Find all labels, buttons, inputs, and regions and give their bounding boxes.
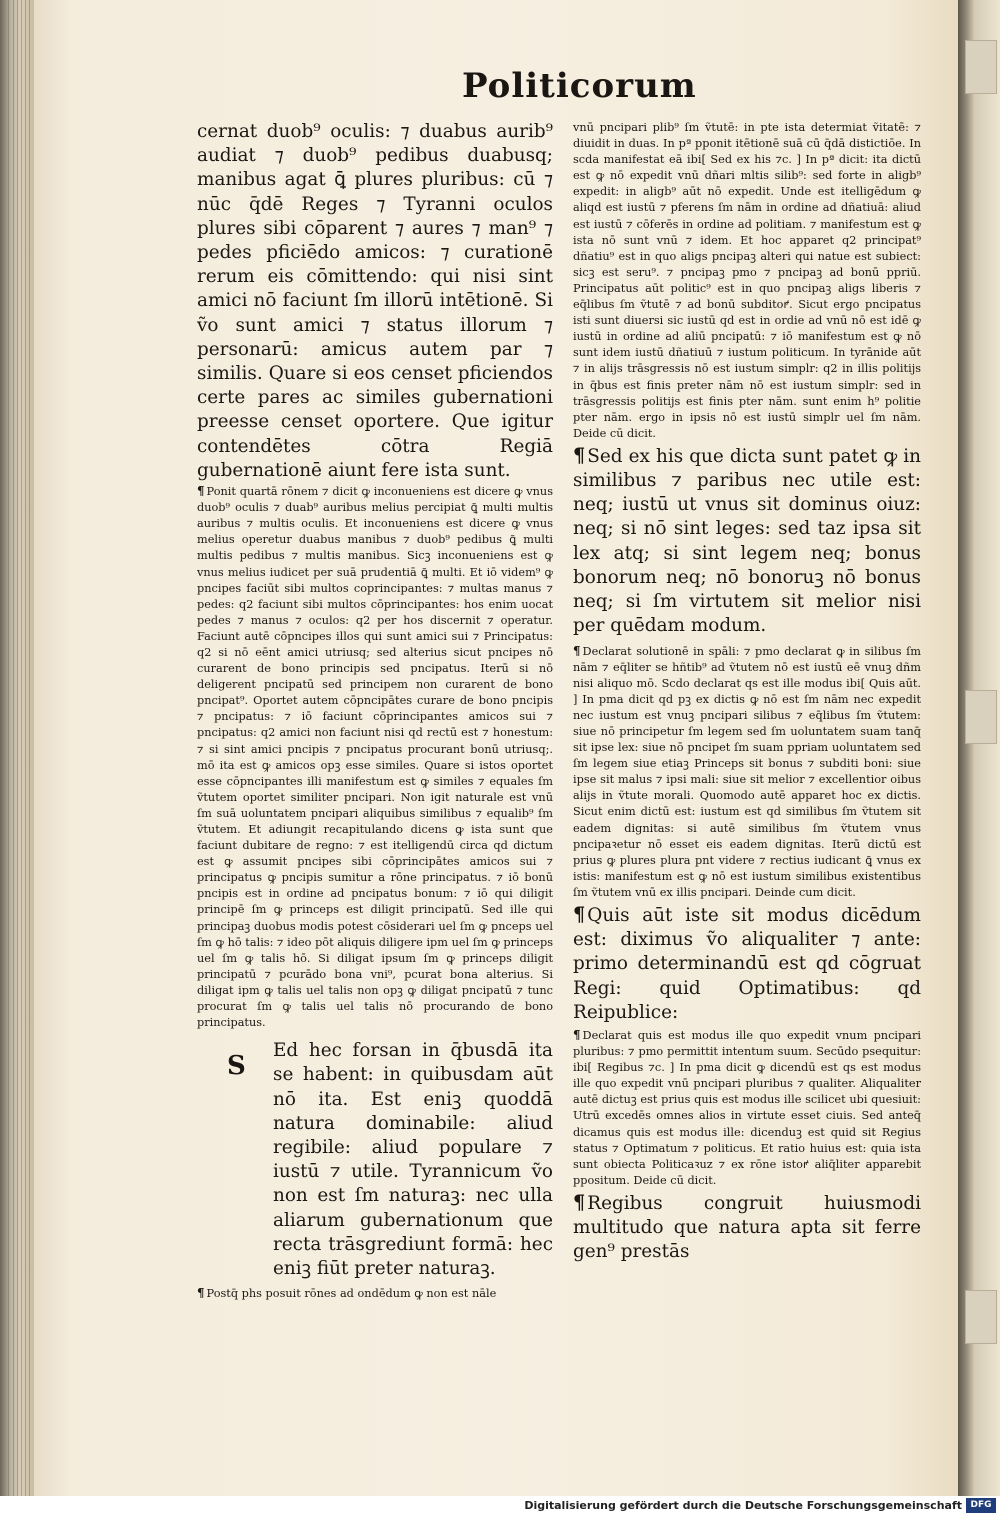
commentary-paragraph: vnū pncipari plib⁹ ſm ṽtutē: in pte ista determiat ṽitatē: ⁊ diuidit in duas. In pª pponit itētionē suā cū q̄dā distictiōe. In scda manifestat eā ibi[ Sed ex his ⁊c. ] In pª dicit: ita dictū est ꝙ nō expedit vnū dñari mltis silib⁹: sed forte in aligb⁹ expedit: in aligb⁹ aūt nō expedit. Unde est itelligēdum ꝙ aliqd est iustū ⁊ pferens ſm nām in ordine ad dñatiuā: aliud est iustū ⁊ cōferēs in ordine ad politiam. ⁊ manifestum est ꝙ ista nō sunt vnū ⁊ idem. Et hoc apparet q2 principat⁹ dñatiu⁹ est in quo aligs pncipaꝫ alteri qui natue est subiect: sicꝫ est seru⁹. ⁊ pncipaꝫ pmo ⁊ pncipaꝫ ad bonū ppriū. Principatus aūt politic⁹ est in quo pncipaꝫ aligs liberis ⁊ eq̄libus ſm ṽtutē ⁊ ad bonū subditoꝵ. Sicut ergo pncipatus isti sunt diuersi sic iustū qd est in ordie ad vnū nō est idē ꝙ iustū in ordine ad aliū pncipatū: ⁊ iō manifestum est ꝙ nō sunt idem iustū dñatiuū ⁊ iustum politicum. In tyrānide aūt ⁊ in alijs trāsgressis nō est iustum simplr: q2 in illis politijs in q̄bus est finis preter nām nō est iustum simplr: sed in trāsgressis politijs est finis pter nām. sunt enim h⁹ politie pter nām. ergo in ipsis nō est iustū simplr uel ſm nām. Deide cū dicit. bbox=[573, 121, 921, 440]
main-text-paragraph: cernat duob⁹ oculis: ⁊ duabus aurib⁹ audiat ⁊ duob⁹ pedibus duabusq; manibus agat ꝗ̄ plures pluribus: cū ⁊ nūc q̄dē Reges ⁊ Tyranni oculos plures sibi cōparent ⁊ aures ⁊ man⁹ ⁊ pedes pficiēdo amicos: ⁊ curationē rerum eis cōmittendo: qui nisi sint amici nō faciunt ſm illorū intētionē. Si ṽo sunt amici ⁊ status illorum ⁊ personarū: amicus autem par ⁊ similis. Quare si eos censet pficiendos certe pares ac similes gubernationi preesse censet oportere. Que igitur contendētes cōtra Regiā gubernationē aiunt fere ista sunt. bbox=[197, 121, 553, 481]
main-text-paragraph bbox=[573, 903, 921, 1025]
main-text: Regibus congruit huiusmodi multitudo que natura apta sit ferre gen⁹ prestās bbox=[573, 1192, 921, 1263]
commentary-text: Declarat quis est modus ille quo expedit vnum pncipari pluribus: ⁊ pmo permittit intentum suum. Secūdo psequitur: ibi[ Regibus ⁊c. ] In pma dicit ꝙ dicendū est qs est modus ille quo expedit vnū pncipari pluribus ⁊ qualiter. Aliqualiter autē dictuꝫ est prius quis est modus ille scilicet ubi quesiuit: Utrū excedēs omnes alios in virtute esset ciuis. Sed anteq̄ dicamus quis est modus ille: dicenduꝫ est quid sit Regius status ⁊ Optimatum ⁊ politicus. Et ratio huius est: quia ista sunt obiecta Politicaꝛuz ⁊ ex rōne istoꝵ aliq̄liter apparebit ppositum. Deide cū dicit. bbox=[573, 1029, 921, 1187]
main-text-paragraph bbox=[573, 1191, 921, 1265]
page-tab bbox=[965, 1290, 997, 1344]
commentary-paragraph bbox=[573, 1027, 921, 1189]
commentary-text: Declarat solutionē in spāli: ⁊ pmo declarat ꝙ in silibus ſm nām ⁊ eq̄liter se hñtib⁹ ad ṽtutem nō est iustū eē vnuꝫ dñm nisi aliquo mō. Scdo declarat qs est ille modus ibi[ Quis aūt. ] In pma dicit qd pꝫ ex dictis ꝙ nō est ſm nām nec expedit nec iustum est vnuꝫ pncipari silibus ⁊ eq̄libus ſm ṽtutem: siue nō principetur ſm legem sed ſm uoluntatem suam tanq̄ sit ipse lex: siue nō pncipet ſm suam ppriam uoluntatem sed ſm legem siue etiaꝫ Princeps sit bonus ⁊ subditi boni: siue ipse sit malus ⁊ ipsi mali: siue sit melior ⁊ excellentior oibus alijs in ṽtute morali. Quomodo autē apparet hoc ex dictis. Sicut enim dictū est: iustum est qd similibus ſm ṽtutem sit eadem dignitas: si autē similibus ſm ṽtutem vnus pncipaꝛetur nō esset eis eadem dignitas. Iterū dictū est prius ꝙ plures plura pnt videre ⁊ rectius iudicant ꝗ̄ vnus ex istis: manifestum est ꝙ nō est iustum similibus existentibus ſm ṽtutem vnū ex illis pncipari. Deinde cum dicit. bbox=[573, 644, 921, 899]
commentary-paragraph bbox=[197, 483, 553, 1031]
paragraph-mark-icon: ¶ bbox=[573, 643, 581, 658]
page-stack-left-edge bbox=[0, 0, 34, 1496]
paragraph-mark-icon: ¶ bbox=[573, 903, 586, 926]
dfg-logo: DFG bbox=[966, 1498, 996, 1513]
paragraph-mark-icon: ¶ bbox=[573, 1028, 581, 1043]
funding-credit: Digitalisierung gefördert durch die Deutsche Forschungsgemeinschaft bbox=[524, 1499, 962, 1512]
drop-initial: S bbox=[227, 1051, 246, 1082]
main-text-paragraph: Ed hec forsan in q̄busdā ita se habent: in quibusdam aūt nō ita. Est eniꝫ quoddā natura dominabile: aliud regibile: aliud populare ⁊ iustū ⁊ utile. Tyrannicum ṽo non est ſm naturaꝫ: nec ulla aliarum gubernationum que recta trāsgrediunt formā: hec eniꝫ fiūt preter naturaꝫ. bbox=[273, 1040, 553, 1280]
footer-bar bbox=[0, 1496, 1000, 1516]
paragraph-mark-icon: ¶ bbox=[197, 484, 205, 499]
paragraph-mark-icon: ¶ bbox=[573, 1190, 586, 1214]
recto-page-edge bbox=[958, 0, 1000, 1496]
main-text: Quis aūt iste sit modus dicēdum est: diximus ṽo aliqualiter ⁊ ante: primo determinandū est qd cōgruat Regi: quid Optimatibus: qd Reipublice: bbox=[573, 905, 921, 1023]
commentary-paragraph bbox=[197, 1285, 553, 1302]
page-tab bbox=[965, 690, 997, 744]
initial-paragraph bbox=[197, 1039, 553, 1281]
commentary-text: Ponit quartā rōnem ⁊ dicit ꝙ inconueniens est dicere ꝙ vnus duob⁹ oculis ⁊ duab⁹ auribus melius percipiat ꝗ̄ multi multis auribus ⁊ multis oculis. Et inconueniens est dicere ꝙ vnus melius operetur duabus manibus ⁊ duob⁹ pedibus ꝗ̄ multi multis pedibus ⁊ multis manibus. Sicꝫ inconueniens est ꝙ vnus melius iudicet per suā prudentiā ꝗ̄ multi. Et iō videm⁹ ꝙ pncipes faciūt sibi multos coprincipantes: ⁊ multas manus ⁊ pedes: q2 faciunt sibi multos cōprincipantes: hos enim uocat pedes ⁊ manus ⁊ oculos: q2 per hos discernit ⁊ operatur. Faciunt autē cōpncipes illos qui sunt amici sui ⁊ Principatus: q2 si nō eēnt amici utriusq; sed alterius sicut pncipes nō curarent de bono principis sed pncipatus. Iterū si nō deligerent pncipatū sed principem non curarent de bono pncipat⁹. Oportet autem cōpncipātes curare de bono pncipis ⁊ pncipatus: ⁊ iō faciunt cōprincipantes amicos sui ⁊ pncipatus: q2 amici non faciunt nisi qd rectū est ⁊ honestum: ⁊ si sint amici pncipis ⁊ pncipatus procurant bonū utriusq;. mō ita est ꝙ amicos opꝫ esse similes. Quare si istos oportet esse cōpncipantes illi manifestum est ꝙ similes ⁊ equales ſm ṽtutem oportet similiter pncipari. Non igit naturale est vnū ſm suā uoluntatem pncipari aliquibus similibus ⁊ equalib⁹ ſm ṽtutem. Et adiungit recapitulando dicens ꝙ ista sunt que faciunt dubitare de regno: ⁊ est itelligendū circa qd dictum est ꝙ assumit pncipes sibi cōprincipātes amicos sui ⁊ principatus ꝙ pncipis sumitur a rōne principatus. ⁊ iō bonū pncipis est in ordine ad pncipatus bonum: ⁊ iō qui diligit principē ſm ꝙ princeps est diligit principatū. Sed ille qui principaꝫ duobus modis potest cōsiderari uel ſm ꝙ pnceps uel ſm ꝙ hō talis: ⁊ ideo pōt aliquis diligere ipm uel ſm ꝙ princeps uel ſm ꝙ talis hō. Si diligat ipsum ſm ꝙ princeps diligit principatū ⁊ pcurādo bona vni⁹, pcurat bona alterius. Si diligat ipm ꝙ talis uel talis non opꝫ ꝙ diligat pncipatū ⁊ tunc procurat ſm ꝙ talis uel talis nō procurando de bono principatus. bbox=[197, 485, 553, 1030]
commentary-paragraph bbox=[573, 643, 921, 902]
main-text-paragraph bbox=[573, 444, 921, 639]
paragraph-mark-icon: ¶ bbox=[197, 1286, 205, 1301]
left-column bbox=[197, 120, 553, 1302]
paragraph-mark-icon: ¶ bbox=[573, 443, 586, 467]
commentary-text: Postq̄ phs posuit rōnes ad ondēdum ꝙ non est nāle bbox=[206, 1287, 497, 1301]
right-column bbox=[573, 120, 921, 1265]
main-text: Sed ex his que dicta sunt patet ꝙ in similibus ⁊ paribus nec utile est: neq; iustū ut vnus sit dominus oiuz: neq; si nō sint leges: sed taz ipsa sit lex atq; si sint legem neq; bonus bonorum neq; nō bonoruꝫ nō bonus neq; si ſm virtutem sit melior nisi per quēdam modum. bbox=[573, 445, 921, 637]
page-tab bbox=[965, 40, 997, 94]
running-head: Politicorum bbox=[462, 66, 697, 106]
